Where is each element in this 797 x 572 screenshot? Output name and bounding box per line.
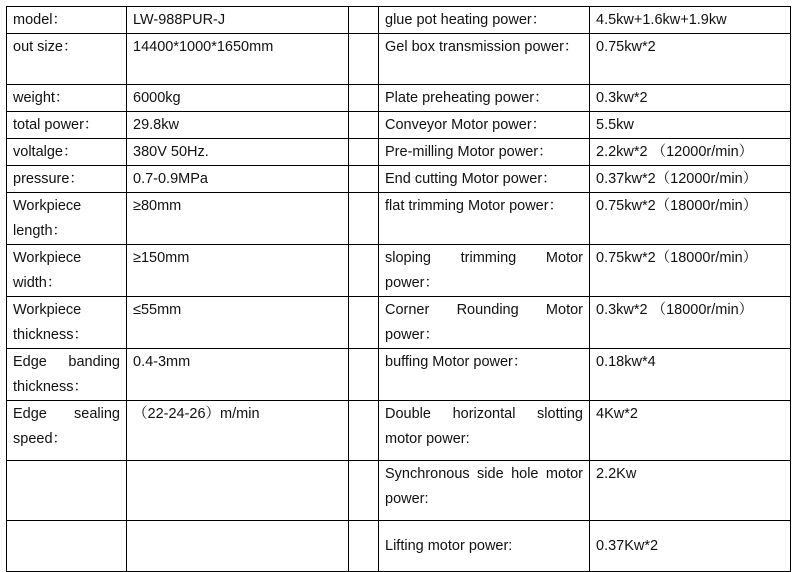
column-gap [349,245,379,297]
table-row [7,166,791,193]
value-cell: ≥80mm [127,193,349,245]
label-cell: pressure： [7,166,127,193]
table-row [7,112,791,139]
column-gap [349,401,379,461]
table-row [7,401,791,461]
value-cell: LW-988PUR-J [127,7,349,34]
label-cell [7,521,127,572]
value-cell: 0.75kw*2 [590,34,791,85]
table-row [7,349,791,401]
column-gap [349,193,379,245]
column-gap [349,7,379,34]
label-cell: Synchronous side hole motor power: [379,461,590,521]
value-cell [127,521,349,572]
value-cell: 6000kg [127,85,349,112]
value-cell: 0.75kw*2（18000r/min） [590,245,791,297]
label-cell [7,461,127,521]
table-row [7,193,791,245]
column-gap [349,112,379,139]
label-cell: weight： [7,85,127,112]
table-row [7,245,791,297]
value-cell: 0.37Kw*2 [590,521,791,572]
column-gap [349,297,379,349]
value-cell: 14400*1000*1650mm [127,34,349,85]
label-cell: Double horizontal slotting motor power: [379,401,590,461]
table-row [7,461,791,521]
column-gap [349,34,379,85]
spec-table [6,6,791,572]
label-cell: model： [7,7,127,34]
label-cell: Workpiece length： [7,193,127,245]
label-cell: total power： [7,112,127,139]
label-cell: voltalge： [7,139,127,166]
column-gap [349,139,379,166]
label-cell: End cutting Motor power： [379,166,590,193]
table-row [7,297,791,349]
label-cell: Workpiece thickness： [7,297,127,349]
value-cell: 4Kw*2 [590,401,791,461]
column-gap [349,461,379,521]
value-cell: 0.3kw*2 （18000r/min） [590,297,791,349]
label-cell: Plate preheating power： [379,85,590,112]
column-gap [349,521,379,572]
value-cell: ≥150mm [127,245,349,297]
value-cell: 2.2Kw [590,461,791,521]
column-gap [349,166,379,193]
label-cell: Gel box transmission power： [379,34,590,85]
value-cell: 0.7-0.9MPa [127,166,349,193]
column-gap [349,85,379,112]
value-cell: 0.4-3mm [127,349,349,401]
value-cell: ≤55mm [127,297,349,349]
table-row [7,139,791,166]
value-cell: 4.5kw+1.6kw+1.9kw [590,7,791,34]
label-cell: Edge sealing speed： [7,401,127,461]
value-cell: 380V 50Hz. [127,139,349,166]
value-cell [127,461,349,521]
table-row [7,34,791,85]
label-cell: sloping trimming Motor power： [379,245,590,297]
value-cell: 0.18kw*4 [590,349,791,401]
value-cell: 0.3kw*2 [590,85,791,112]
label-cell: out size： [7,34,127,85]
label-cell: buffing Motor power： [379,349,590,401]
table-row [7,7,791,34]
label-cell: Workpiece width： [7,245,127,297]
value-cell: 0.75kw*2（18000r/min） [590,193,791,245]
value-cell: （22-24-26）m/min [127,401,349,461]
label-cell: Corner Rounding Motor power： [379,297,590,349]
table-row [7,521,791,572]
value-cell: 2.2kw*2 （12000r/min） [590,139,791,166]
label-cell: Lifting motor power: [379,521,590,572]
value-cell: 5.5kw [590,112,791,139]
value-cell: 0.37kw*2（12000r/min） [590,166,791,193]
value-cell: 29.8kw [127,112,349,139]
label-cell: glue pot heating power： [379,7,590,34]
table-row [7,85,791,112]
label-cell: Edge banding thickness： [7,349,127,401]
label-cell: Pre-milling Motor power： [379,139,590,166]
column-gap [349,349,379,401]
label-cell: flat trimming Motor power： [379,193,590,245]
label-cell: Conveyor Motor power： [379,112,590,139]
